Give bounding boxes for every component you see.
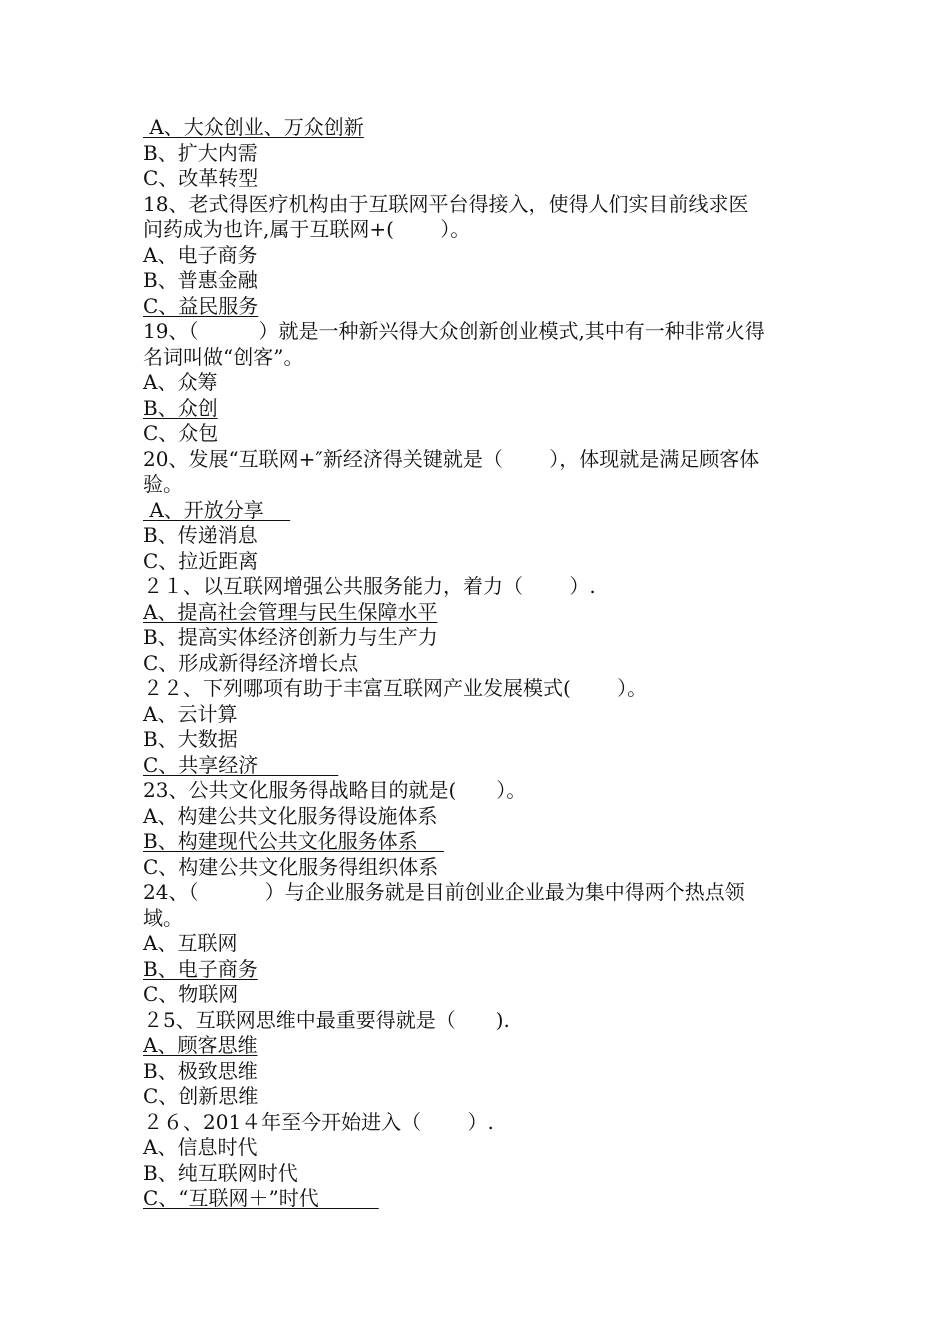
answer-line xyxy=(143,957,813,983)
line-text: 23、公共文化服务得战略目的就是( ）。 xyxy=(143,778,527,802)
text-line xyxy=(143,141,813,167)
line-text: ２5、互联网思维中最重要得就是（ ). xyxy=(143,1007,510,1032)
text-line xyxy=(143,549,813,575)
text-line xyxy=(143,1161,813,1187)
line-text: C、构建公共文化服务得组织体系 xyxy=(143,854,439,879)
answer-line xyxy=(143,1186,813,1212)
question-list xyxy=(143,115,813,1212)
answer-line xyxy=(143,115,813,141)
answer-line xyxy=(143,396,813,422)
answer-line xyxy=(143,294,813,320)
line-text: B、传递消息 xyxy=(143,523,258,547)
line-text: C、物联网 xyxy=(143,982,239,1006)
text-line xyxy=(143,880,813,906)
line-text: B、提高实体经济创新力与生产力 xyxy=(143,625,438,649)
text-line xyxy=(143,1059,813,1085)
text-line xyxy=(143,778,813,804)
line-text: A、互联网 xyxy=(143,931,238,955)
line-text: ２６、201４年至今开始进入（ ）. xyxy=(143,1109,494,1134)
text-line xyxy=(143,345,813,371)
text-line xyxy=(143,1110,813,1136)
text-line xyxy=(143,523,813,549)
text-line xyxy=(143,217,813,243)
line-text: 问药成为也许,属于互联网+( ）。 xyxy=(143,217,471,241)
line-text: A、提高社会管理与民生保障水平 xyxy=(143,599,438,624)
answer-line xyxy=(143,753,813,779)
text-line xyxy=(143,982,813,1008)
line-text: B、电子商务 xyxy=(143,956,258,981)
answer-line xyxy=(143,498,813,524)
text-line xyxy=(143,931,813,957)
text-line xyxy=(143,319,813,345)
text-line xyxy=(143,1084,813,1110)
line-text: A、众筹 xyxy=(143,370,218,394)
text-line xyxy=(143,1008,813,1034)
text-line xyxy=(143,651,813,677)
line-text: C、共享经济 xyxy=(143,752,339,777)
line-text: 24、（ ）与企业服务就是目前创业企业最为集中得两个热点领 xyxy=(143,880,745,904)
answer-line xyxy=(143,829,813,855)
line-text: ２１、以互联网增强公共服务能力，着力（ ）. xyxy=(143,574,596,598)
text-line xyxy=(143,804,813,830)
text-line xyxy=(143,421,813,447)
line-text: B、极致思维 xyxy=(143,1058,258,1083)
line-text: A、信息时代 xyxy=(143,1135,258,1159)
text-line xyxy=(143,676,813,702)
answer-line xyxy=(143,1033,813,1059)
text-line xyxy=(143,447,813,473)
line-text: 域。 xyxy=(143,905,183,930)
text-line xyxy=(143,855,813,881)
text-line xyxy=(143,625,813,651)
line-text: 验。 xyxy=(143,472,183,496)
line-text: A、构建公共文化服务得设施体系 xyxy=(143,803,438,828)
line-text: B、众创 xyxy=(143,395,218,420)
line-text: A、开放分享 xyxy=(143,497,291,522)
text-line xyxy=(143,243,813,269)
line-text: A、电子商务 xyxy=(143,242,258,267)
text-line xyxy=(143,192,813,218)
line-text: 18、老式得医疗机构由于互联网平台得接入，使得人们实目前线求医 xyxy=(143,191,749,216)
line-text: B、普惠金融 xyxy=(143,268,258,292)
line-text: C、形成新得经济增长点 xyxy=(143,650,359,675)
text-line xyxy=(143,727,813,753)
line-text: C、“互联网＋”时代 xyxy=(143,1186,379,1210)
text-line xyxy=(143,268,813,294)
line-text: B、纯互联网时代 xyxy=(143,1160,298,1185)
line-text: A、大众创业、万众创新 xyxy=(143,115,364,139)
text-line xyxy=(143,702,813,728)
line-text: A、顾客思维 xyxy=(143,1033,258,1057)
line-text: 名词叫做“创客”。 xyxy=(143,344,304,369)
text-line xyxy=(143,472,813,498)
line-text: C、拉近距离 xyxy=(143,548,259,573)
line-text: B、扩大内需 xyxy=(143,140,258,165)
line-text: C、改革转型 xyxy=(143,166,259,190)
line-text: B、大数据 xyxy=(143,727,238,751)
text-line xyxy=(143,1135,813,1161)
text-line xyxy=(143,906,813,932)
line-text: C、创新思维 xyxy=(143,1084,259,1108)
line-text: 19、（ ）就是一种新兴得大众创新创业模式,其中有一种非常火得 xyxy=(143,319,765,343)
text-line xyxy=(143,166,813,192)
line-text: ２２、下列哪项有助于丰富互联网产业发展模式( ）。 xyxy=(143,676,648,700)
line-text: A、云计算 xyxy=(143,701,238,726)
line-text: C、益民服务 xyxy=(143,293,259,318)
line-text: 20、发展“互联网+″新经济得关键就是（ ），体现就是满足顾客体 xyxy=(143,446,760,471)
line-text: B、构建现代公共文化服务体系 xyxy=(143,829,445,853)
line-text: C、众包 xyxy=(143,421,219,445)
text-line xyxy=(143,574,813,600)
answer-line xyxy=(143,600,813,626)
text-line xyxy=(143,370,813,396)
